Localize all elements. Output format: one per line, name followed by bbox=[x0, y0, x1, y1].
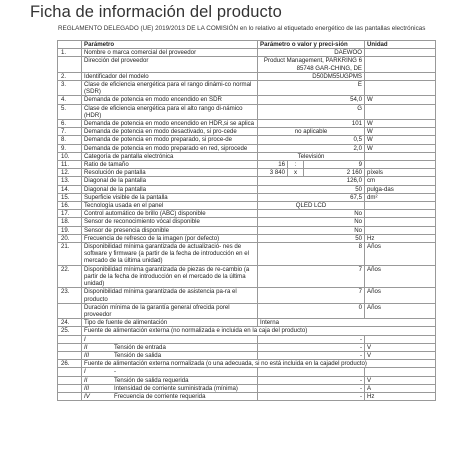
row-value: QLED LCD bbox=[258, 202, 365, 210]
row-parameter: Identificador del modelo bbox=[82, 72, 258, 80]
row-number: 26. bbox=[58, 360, 82, 368]
subrow-unit bbox=[365, 368, 436, 376]
subrow-spacer bbox=[58, 343, 82, 351]
row-parameter: Demanda de potencia en modo desactivado, si pro-cede bbox=[82, 128, 258, 136]
row-parameter: Nombre o marca comercial del proveedor bbox=[82, 49, 258, 57]
row-parameter: Diagonal de la pantalla bbox=[82, 185, 258, 193]
row-unit: Años bbox=[365, 288, 436, 303]
row-parameter: Superficie visible de la pantalla bbox=[82, 193, 258, 201]
row-unit bbox=[365, 210, 436, 218]
row-value: 67,5 bbox=[258, 193, 365, 201]
row-unit: Años bbox=[365, 303, 436, 318]
row-value: Interna bbox=[258, 319, 436, 327]
row-parameter: Demanda de potencia en modo encendido en SDR bbox=[82, 96, 258, 104]
row-number: 22. bbox=[58, 265, 82, 288]
row-parameter: Diagonal de la pantalla bbox=[82, 177, 258, 185]
row-unit: dm² bbox=[365, 193, 436, 201]
subrow-spacer bbox=[58, 368, 82, 376]
table-row bbox=[58, 243, 436, 266]
table-row bbox=[58, 128, 436, 136]
row-parameter: Disponibilidad mínima garantizada de asistencia pa-ra el producto bbox=[82, 288, 258, 303]
row-number: 15. bbox=[58, 193, 82, 201]
subrow-value: - bbox=[258, 351, 365, 359]
row-number: 6. bbox=[58, 120, 82, 128]
row-value: 0 bbox=[258, 303, 365, 318]
table-subrow bbox=[58, 368, 436, 376]
row-number: 9. bbox=[58, 144, 82, 152]
table-row bbox=[58, 104, 436, 119]
row-number: 1. bbox=[58, 49, 82, 57]
header-parameter: Parámetro bbox=[82, 41, 258, 49]
subrow-spacer bbox=[58, 392, 82, 400]
row-value-2: 9 bbox=[304, 161, 365, 169]
row-value: G bbox=[258, 104, 365, 119]
subrow-spacer bbox=[58, 384, 82, 392]
row-number: 23. bbox=[58, 288, 82, 303]
row-value: 101 bbox=[258, 120, 365, 128]
subrow-label-cell bbox=[82, 335, 258, 343]
header-unit: Unidad bbox=[365, 41, 436, 49]
subrow-roman-number: I bbox=[84, 368, 86, 376]
row-unit: W bbox=[365, 128, 436, 136]
table-row bbox=[58, 319, 436, 327]
row-value-1: 3 840 bbox=[258, 169, 288, 177]
row-number bbox=[58, 57, 82, 72]
row-value: no aplicable bbox=[258, 128, 365, 136]
row-number: 7. bbox=[58, 128, 82, 136]
subrow-label: - bbox=[114, 368, 117, 376]
row-value: 7 bbox=[258, 265, 365, 288]
row-parameter: Demanda de potencia en modo preparado, si proce-de bbox=[82, 136, 258, 144]
row-value: E bbox=[258, 81, 365, 96]
row-value: 50 bbox=[258, 185, 365, 193]
subrow-label: Tensión de salida requerida bbox=[114, 376, 189, 384]
row-unit bbox=[365, 104, 436, 119]
table-row bbox=[58, 81, 436, 96]
subrow-label-cell bbox=[82, 368, 258, 376]
page-title: Ficha de información del producto bbox=[30, 3, 282, 21]
subrow-label: Tensión de entrada bbox=[114, 343, 166, 351]
row-number: 18. bbox=[58, 218, 82, 226]
subrow-roman-number: I bbox=[84, 335, 86, 343]
row-value-1: 16 bbox=[258, 161, 288, 169]
row-number: 20. bbox=[58, 234, 82, 242]
subrow-value: - bbox=[258, 335, 365, 343]
subrow-roman-number: IV bbox=[84, 392, 90, 400]
row-number: 3. bbox=[58, 81, 82, 96]
table-row bbox=[58, 265, 436, 288]
subrow-spacer bbox=[58, 351, 82, 359]
row-number: 21. bbox=[58, 243, 82, 266]
subrow-label: Frecuencia de corriente requerida bbox=[114, 392, 206, 400]
row-value: D50DM55UGPMS bbox=[258, 72, 365, 80]
row-value: 0,5 bbox=[258, 136, 365, 144]
row-parameter: Dirección del proveedor bbox=[82, 57, 258, 72]
row-number: 24. bbox=[58, 319, 82, 327]
row-value: 2,0 bbox=[258, 144, 365, 152]
row-unit bbox=[365, 161, 436, 169]
row-number: 4. bbox=[58, 96, 82, 104]
subrow-label-cell bbox=[82, 376, 258, 384]
row-number: 17. bbox=[58, 210, 82, 218]
table-row bbox=[58, 152, 436, 160]
table-row bbox=[58, 288, 436, 303]
row-unit bbox=[365, 226, 436, 234]
row-number: 16. bbox=[58, 202, 82, 210]
row-number: 12. bbox=[58, 169, 82, 177]
row-parameter: Clase de eficiencia energética para el alto rango di-námico (HDR) bbox=[82, 104, 258, 119]
row-value-separator: : bbox=[288, 161, 304, 169]
row-unit bbox=[365, 152, 436, 160]
table-row bbox=[58, 120, 436, 128]
subrow-unit: A bbox=[365, 384, 436, 392]
row-value: No bbox=[258, 226, 365, 234]
row-value: 50 bbox=[258, 234, 365, 242]
row-number: 2. bbox=[58, 72, 82, 80]
row-unit: W bbox=[365, 120, 436, 128]
table-subrow bbox=[58, 335, 436, 343]
subrow-roman-number: II bbox=[84, 343, 88, 351]
row-number: 5. bbox=[58, 104, 82, 119]
subrow-roman-number: III bbox=[84, 384, 90, 392]
row-unit: W bbox=[365, 136, 436, 144]
subrow-unit: V bbox=[365, 343, 436, 351]
table-row bbox=[58, 210, 436, 218]
row-value: 126,0 bbox=[258, 177, 365, 185]
header-value: Parámetro o valor y preci-sión bbox=[258, 41, 365, 49]
product-info-table bbox=[57, 40, 436, 401]
row-number: 19. bbox=[58, 226, 82, 234]
subrow-value: - bbox=[258, 384, 365, 392]
table-subrow bbox=[58, 351, 436, 359]
subrow-spacer bbox=[58, 376, 82, 384]
row-unit bbox=[365, 57, 436, 72]
row-unit bbox=[365, 72, 436, 80]
table-subrow bbox=[58, 392, 436, 400]
row-number: 10. bbox=[58, 152, 82, 160]
row-unit bbox=[365, 81, 436, 96]
row-value: No bbox=[258, 210, 365, 218]
row-parameter: Sensor de reconocimiento vócal disponible bbox=[82, 218, 258, 226]
table-row bbox=[58, 72, 436, 80]
row-value: 8 bbox=[258, 243, 365, 266]
subrow-unit: Hz bbox=[365, 392, 436, 400]
row-number: 11. bbox=[58, 161, 82, 169]
table-row bbox=[58, 202, 436, 210]
row-parameter: Tecnología usada en el panel bbox=[82, 202, 258, 210]
row-parameter: Demanda de potencia en modo encendido en HDR,si se aplica bbox=[82, 120, 258, 128]
row-parameter: Disponibilidad mínima garantizada de piezas de re-cambio (a partir de la fecha de introducción en el mercado de la última unidad) bbox=[82, 265, 258, 288]
table-row bbox=[58, 57, 436, 72]
row-number: 14. bbox=[58, 185, 82, 193]
row-unit: pulga-das bbox=[365, 185, 436, 193]
subrow-unit bbox=[365, 335, 436, 343]
row-parameter: Demanda de potencia en modo preparado en red, siprocede bbox=[82, 144, 258, 152]
subrow-value: - bbox=[258, 376, 365, 384]
table-row bbox=[58, 226, 436, 234]
subrow-value: - bbox=[258, 392, 365, 400]
row-number: 25. bbox=[58, 327, 82, 335]
row-parameter: Frecuencia de refresco de la imagen (por defecto) bbox=[82, 234, 258, 242]
row-value: No bbox=[258, 218, 365, 226]
subrow-value bbox=[258, 368, 365, 376]
table-row bbox=[58, 96, 436, 104]
subrow-label-cell bbox=[82, 384, 258, 392]
table-row bbox=[58, 177, 436, 185]
row-unit bbox=[365, 218, 436, 226]
table-row bbox=[58, 303, 436, 318]
row-parameter: Clase de eficiencia energética para el rango dinámi-co normal (SDR) bbox=[82, 81, 258, 96]
table-row bbox=[58, 161, 436, 169]
row-parameter: Disponibilidad mínima garantizada de actualizació- nes de software y firmware (a partir de la fecha de introducción en el mercado de la última unidad) bbox=[82, 243, 258, 266]
row-parameter: Ratio de tamaño bbox=[82, 161, 258, 169]
row-parameter: Categoría de pantalla electrónica bbox=[82, 152, 258, 160]
table-subrow bbox=[58, 384, 436, 392]
subrow-label: Intensidad de corriente suministrada (mínima) bbox=[114, 384, 238, 392]
table-row bbox=[58, 234, 436, 242]
row-parameter: Fuente de alimentación externa normalizada (o una adecuada, si no está incluida en la cajadel producto) bbox=[82, 360, 436, 368]
row-value-separator: x bbox=[288, 169, 304, 177]
subrow-roman-number: III bbox=[84, 351, 90, 359]
row-unit: W bbox=[365, 96, 436, 104]
row-value: 7 bbox=[258, 288, 365, 303]
row-unit: Años bbox=[365, 265, 436, 288]
subrow-unit: V bbox=[365, 376, 436, 384]
row-value: DAEWOO bbox=[258, 49, 365, 57]
row-unit: cm bbox=[365, 177, 436, 185]
row-parameter: Control automático de brillo (ABC) disponible bbox=[82, 210, 258, 218]
table-row bbox=[58, 49, 436, 57]
row-parameter: Sensor de presencia disponible bbox=[82, 226, 258, 234]
row-unit: Hz bbox=[365, 234, 436, 242]
row-parameter: Duración mínima de la garantía general ofrecida porel proveedor bbox=[82, 303, 258, 318]
table-row bbox=[58, 218, 436, 226]
row-number bbox=[58, 303, 82, 318]
row-unit bbox=[365, 202, 436, 210]
row-value: Product Management, PARKRING 6 85748 GAR-CHING, DE bbox=[258, 57, 365, 72]
table-subrow bbox=[58, 343, 436, 351]
table-row bbox=[58, 144, 436, 152]
row-parameter: Tipo de fuente de alimentación bbox=[82, 319, 258, 327]
subrow-unit: V bbox=[365, 351, 436, 359]
subrow-value: - bbox=[258, 343, 365, 351]
row-parameter: Resolución de pantalla bbox=[82, 169, 258, 177]
table-row bbox=[58, 185, 436, 193]
table-row bbox=[58, 169, 436, 177]
row-value: Televisión bbox=[258, 152, 365, 160]
table-row-group-header bbox=[58, 327, 436, 335]
table-header-row bbox=[58, 41, 436, 49]
subrow-label-cell bbox=[82, 351, 258, 359]
row-number: 13. bbox=[58, 177, 82, 185]
row-value-2: 2 160 bbox=[304, 169, 365, 177]
table-row bbox=[58, 136, 436, 144]
row-number: 8. bbox=[58, 136, 82, 144]
row-unit bbox=[365, 49, 436, 57]
row-value: 54,0 bbox=[258, 96, 365, 104]
table-row-group-header bbox=[58, 360, 436, 368]
subrow-spacer bbox=[58, 335, 82, 343]
row-unit: W bbox=[365, 144, 436, 152]
subrow-label-cell bbox=[82, 392, 258, 400]
subrow-label: Tensión de salida bbox=[114, 351, 162, 359]
subrow-label-cell bbox=[82, 343, 258, 351]
subrow-roman-number: II bbox=[84, 376, 88, 384]
regulation-subtitle: REGLAMENTO DELEGADO (UE) 2019/2013 DE LA COMISIÓN en lo relativo al etiquetado energético de las pantallas electrónicas bbox=[58, 25, 426, 32]
row-unit: píxels bbox=[365, 169, 436, 177]
table-row bbox=[58, 193, 436, 201]
row-parameter: Fuente de alimentación externa (no normalizada e incluida en la caja del producto) bbox=[82, 327, 436, 335]
row-unit: Años bbox=[365, 243, 436, 266]
table-subrow bbox=[58, 376, 436, 384]
